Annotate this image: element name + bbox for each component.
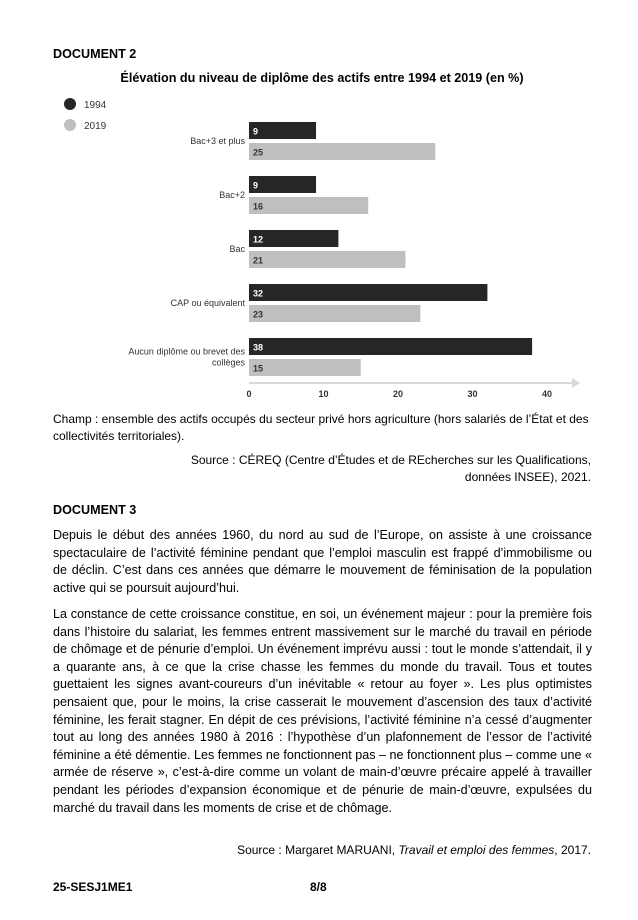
document-3-source bbox=[53, 843, 591, 857]
category-label-3: CAP ou équivalent bbox=[170, 298, 245, 308]
bar-2019-3 bbox=[249, 305, 420, 322]
legend-label-2019: 2019 bbox=[84, 121, 107, 132]
source-book-title: Travail et emploi des femmes bbox=[398, 843, 555, 857]
legend-swatch-1994 bbox=[64, 98, 76, 110]
document-3-paragraph-1: Depuis le début des années 1960, du nord au sud de l’Europe, on assiste à une croissance spectaculaire de l’activité féminine pendant que l’emploi masculin est frappé d’immobilisme ou de déclin. C’est dans ces années que démarre le mouvement de féminisation de la population active qui se poursuit aujourd’hui. bbox=[53, 528, 592, 595]
bar-2019-2 bbox=[249, 251, 405, 268]
category-label-0: Bac+3 et plus bbox=[190, 136, 245, 146]
legend-label-1994: 1994 bbox=[84, 100, 107, 111]
bar-value-label-1994-1: 9 bbox=[253, 180, 259, 191]
bar-1994-4 bbox=[249, 338, 532, 355]
x-tick-label-20: 20 bbox=[392, 389, 404, 399]
bar-1994-0 bbox=[249, 122, 316, 139]
bar-value-label-1994-4: 38 bbox=[253, 342, 264, 353]
x-tick-label-30: 30 bbox=[467, 389, 478, 399]
footer-exam-code: 25-SESJ1ME1 bbox=[53, 880, 133, 894]
bar-2019-1 bbox=[249, 197, 368, 214]
x-tick-label-40: 40 bbox=[541, 389, 553, 399]
document-2-heading: DOCUMENT 2 bbox=[53, 47, 137, 61]
bar-value-label-2019-1: 16 bbox=[253, 201, 264, 212]
bar-value-label-1994-3: 32 bbox=[253, 288, 264, 299]
bar-value-label-2019-4: 15 bbox=[253, 363, 264, 374]
bar-value-label-1994-2: 12 bbox=[253, 234, 264, 245]
bar-1994-1 bbox=[249, 176, 316, 193]
x-axis-arrow bbox=[572, 378, 580, 388]
category-label-4-line-0: Aucun diplôme ou brevet des bbox=[128, 346, 245, 357]
bar-value-label-2019-3: 23 bbox=[253, 309, 264, 320]
bar-2019-0 bbox=[249, 143, 435, 160]
category-label-1: Bac+2 bbox=[219, 190, 245, 200]
bar-2019-4 bbox=[249, 359, 361, 376]
document-3-heading: DOCUMENT 3 bbox=[53, 503, 137, 517]
category-label-2: Bac bbox=[229, 244, 245, 254]
chart-source-line-2: données INSEE), 2021. bbox=[464, 470, 591, 484]
bar-value-label-1994-0: 9 bbox=[253, 126, 259, 137]
category-label-4-line-1: collèges bbox=[211, 357, 245, 368]
bar-chart bbox=[0, 0, 638, 410]
chart-source-line-1: Source : CÉREQ (Centre d’Études et de REcherches sur les Qualifications, bbox=[190, 453, 591, 467]
x-tick-label-0: 0 bbox=[246, 389, 252, 399]
bar-value-label-2019-2: 21 bbox=[253, 255, 264, 266]
bar-1994-3 bbox=[249, 284, 487, 301]
bar-value-label-2019-0: 25 bbox=[253, 147, 264, 158]
chart-source bbox=[53, 452, 591, 486]
footer-page-number: 8/8 bbox=[310, 880, 327, 894]
chart-title: Élévation du niveau de diplôme des actifs entre 1994 et 2019 (en %) bbox=[120, 71, 524, 85]
source-prefix: Source : Margaret MARUANI, bbox=[237, 843, 399, 857]
x-tick-label-10: 10 bbox=[318, 389, 329, 399]
chart-scope-note: Champ : ensemble des actifs occupés du secteur privé hors agriculture (hors salariés de l’État et des collectivités territoriales). bbox=[53, 412, 589, 443]
legend-swatch-2019 bbox=[64, 119, 76, 131]
source-suffix: , 2017. bbox=[554, 843, 591, 857]
document-3-paragraph-2: La constance de cette croissance constitue, en soi, un événement majeur : pour la première fois dans l’histoire du salariat, les femmes entrent massivement sur le marché du travail en période de chômage et de pénurie d’emploi. Un événement imprévu aussi : tout le monde s’attendait, il y a quarante ans, à ce que la crise chasse les femmes du monde du travail. Tous et toutes guettaient les signes avant-coureurs d’un inévitable « retour au foyer ». Les plus optimistes pensaient que, pour le moins, la crise casserait le mouvement d’ascension des taux d’activité féminine, les ferait stagner. En dépit de ces prévisions, l’activité féminine n’a cessé d’augmenter tout au long des années 1980 à 2016 : l’hypothèse d’un plafonnement de l’essor de l’activité féminine a été démentie. Les femmes ne fonctionnent pas – ne fonctionnent plus – comme une « armée de réserve », c’est-à-dire comme un volant de main-d’œuvre précaire appelé à travailler pendant les périodes d’expansion économique et de pénurie de main-d’œuvre, expulsées du marché du travail dans les moments de crise et de chômage. bbox=[53, 607, 592, 815]
